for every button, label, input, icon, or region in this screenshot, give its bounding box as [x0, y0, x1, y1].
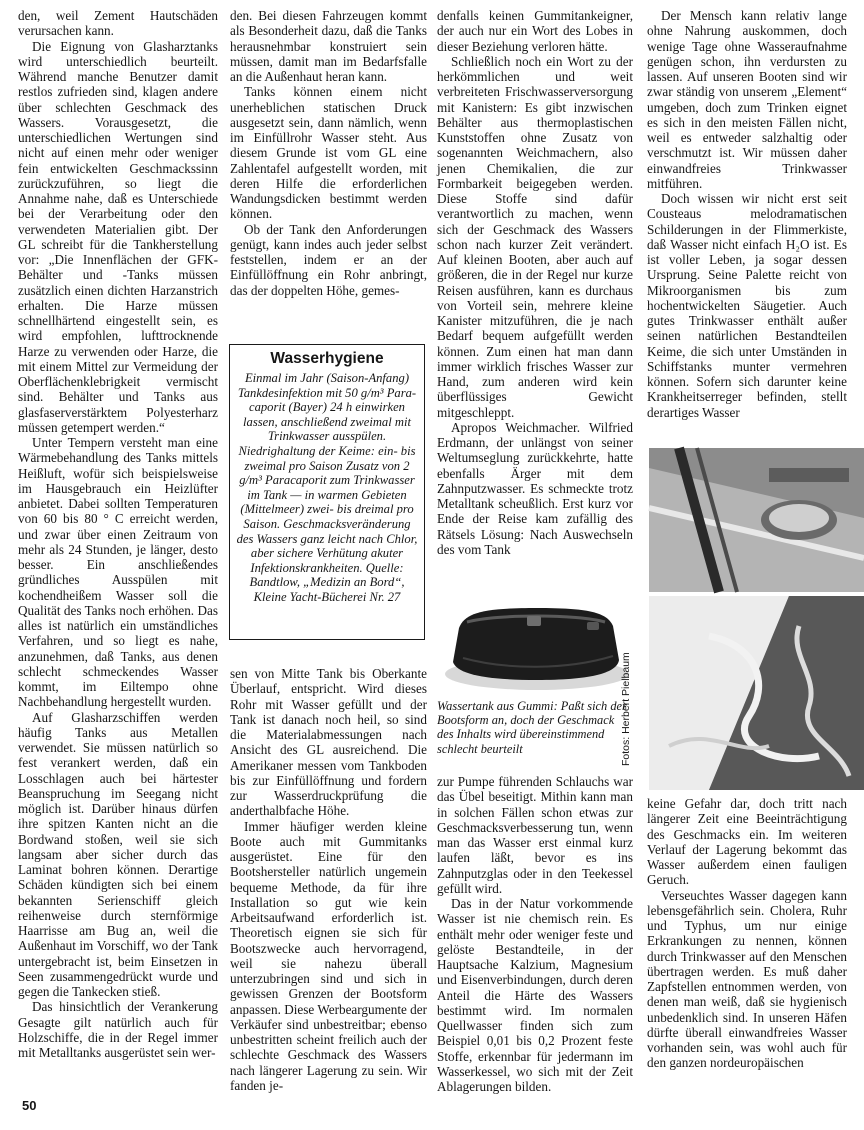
- photo-credit-text: Fotos: Herbert Pielbaum: [620, 652, 632, 766]
- sidebar-text: Einmal im Jahr (Saison-Anfang) Tankdesinfektion mit 50 g/m³ Para-caporit (Bayer) 24 h einwirken lassen, anschließend zweimal mit Trinkwasser ausspülen. Niedrighaltung der Keime: ein- bis zweimal pro Saison Zusatz von 2 g/m³ Paracaporit zum Trinkwasser im Tank — in warmen Gebieten (Mittelmeer) zwei- bis dreimal pro Saison. Geschmacksveränderung des Wassers ganz leicht nach Chlor, aber sichere Verhütung akuter Infektionskrankheiten. Quelle: Bandtlow, „Medizin an Bord“, Kleine Yacht-Bücherei Nr. 27: [236, 371, 418, 604]
- paragraph: Doch wissen wir nicht erst seit Cousteaus melodramatischen Schilderungen in der Flimmerkiste, daß Wasser nicht einfach H₂O ist. Es ist voller Leben, ja sogar dessen Ursprung. Seine Palette reicht von Mikroorganismen bis zum hochentwickelten Säugetier. Auch gutes Trinkwasser enthält außer seinen natürlichen Bestandteilen Keime, die sich unter Umständen in Schiffstanks munter vermehren können. Sofern sich darunter keine Krankheitserreger befinden, stellt derartiges Wasser: [647, 191, 847, 420]
- column-3-top: [437, 8, 633, 560]
- column-1: [18, 8, 218, 1088]
- page-number: 50: [22, 1098, 37, 1113]
- paragraph: den. Bei diesen Fahrzeugen kommt als Besonderheit dazu, daß die Tanks herausnehmbar konstruiert sein müssen, damit man im Bedarfsfalle an die Außenhaut heran kann.: [230, 8, 427, 84]
- paragraph: sen von Mitte Tank bis Oberkante Überlauf, entspricht. Wird dieses Rohr mit Wasser gefüllt und der Tank ist danach noch heil, so sind die Materialabmessungen nach Ansicht des GL ausreichend. Die Amerikaner messen vom Tankboden bis zur Einfüllöffnung und fordern zur Wasserdruckprüfung die anderthalbfache Höhe.: [230, 666, 427, 819]
- photo-hose-on-deck: [649, 596, 864, 790]
- paragraph: keine Gefahr dar, doch tritt nach längerer Zeit eine Beeinträchtigung des Geschmacks ein. Im weiteren Verlauf der Lagerung bekommt das Wasser außerdem einen fauligen Geruch.: [647, 796, 847, 888]
- paragraph: Auf Glasharzschiffen werden häufig Tanks aus Metallen verwendet. Sie müssen natürlich so fest verankert werden, daß ein Losschlagen auch bei härtester Beanspruchung im Seegang nicht möglich ist. Darüber hinaus dürfen ihre spitzen Kanten nicht an die Bordwand stoßen, weil sie sich langsam aber sicher durch das Laminat bohren können. Derartige Schäden kündigten sich bei einem bekannten Serienschiff gleich reihenweise durch sternförmige Haarrisse am Bug an, weil die Außenhaut im Vorschiff, wo der Tank untergebracht ist, beim Einsetzen in Seen zusammengedrückt wurde und gegen die Tankecken stieß.: [18, 709, 218, 999]
- column-2-top: [230, 8, 427, 328]
- paragraph: den, weil Zement Hautschäden verursachen kann.: [18, 8, 218, 39]
- paragraph: Der Mensch kann relativ lange ohne Nahrung auskommen, doch wenige Tage ohne Wasseraufnahme genügen schon, ihn verdursten zu lassen. Auf unseren Booten sind wir zwar ständig von unserem „Element“ umgeben, doch zum Trinken eignet es sich in den meisten Fällen nicht, weil es entweder salzhaltig oder verschmutzt ist. Wir müssen daher einwandfreies Trinkwasser mitführen.: [647, 8, 847, 191]
- paragraph: Das in der Natur vorkommende Wasser ist nie chemisch rein. Es enthält mehr oder weniger feste und gelöste Bestandteile, in der Hauptsache Kalzium, Magnesium und Eisenverbindungen, durch deren Anteil die Härte des Wassers bestimmt wird. Im normalen Quellwasser finden sich zum Beispiel 0,01 bis 0,2 Prozent feste Stoffe, erkennbar für jedermann im Wasserkessel, wo sich mit der Zeit Ablagerungen bilden.: [437, 896, 633, 1094]
- paragraph: denfalls keinen Gummitankeigner, der auch nur ein Wort des Lobes in dieser Beziehung verloren hätte.: [437, 8, 633, 54]
- paragraph: Immer häufiger werden kleine Boote auch mit Gummitanks ausgerüstet. Eine für den Bootshersteller natürlich ungemein bequeme Methode, da für ihre Installation so gut wie kein Arbeitsaufwand erforderlich ist. Theoretisch eignen sie sich für Bootszwecke auch hervorragend, weil sie nahezu überall unterzubringen sind und sich in gewissen Grenzen der Bootsform anpassen. Diese Werbeargumente der Verkäufer sind unbestreitbar; ebenso unbestritten scheint freilich auch der schlechte Geschmack des Wassers nach längerer Lagerung zu sein. Wir fanden je-: [230, 818, 427, 1093]
- paragraph: Apropos Weichmacher. Wilfried Erdmann, der unlängst von seiner Weltumseglung zurückkehrte, hatte ebenfalls Ärger mit dem Zahnputzwasser. Es schmeckte trotz Metalltank scheußlich. Erst kurz vor Ende der Reise kam zufällig des Rätsels Lösung: Nach Auswechseln des vom Tank: [437, 419, 633, 557]
- photo-caption: Wassertank aus Gummi: Paßt sich der Bootsform an, doch der Geschmack des Inhalts wird übereinstimmend schlecht beurteilt: [437, 699, 627, 756]
- sidebar-box-wasserhygiene: [229, 344, 425, 640]
- paragraph: Die Eignung von Glasharztanks wird unterschiedlich beurteilt. Während manche Benutzer damit restlos zufrieden sind, klagen andere über schlechten Geschmack des Wassers. Vorausgesetzt, die unterschiedlichen Wertungen sind nicht auf einen mehr oder weniger fein entwickelten Geschmackssinn zurückzuführen, so liegt die Annahme nahe, daß es Unterschiede bei der Verarbeitung oder den verwendeten Materialien gibt. Der GL schreibt für die Tankherstellung vor: „Die Innenflächen der GFK-Behälter und -Tanks müssen zusätzlich einen dichten Harzanstrich erhalten. Die Harze müssen schnellhärtend eingestellt sein, es wird empfohlen, lufttrocknende Harze zu verwenden oder Harze, die mit einem Mittel zur Vermeidung der Oberflächenklebrigkeit vermischt sind. Behälter und Tanks aus glasfaserverstärktem Polyesterharz müssen getempert werden.“: [18, 38, 218, 435]
- column-2-bottom: [230, 666, 427, 1093]
- paragraph: Das hinsichtlich der Verankerung Gesagte gilt natürlich auch für Holzschiffe, die in der Regel immer mit Metalltanks ausgerüstet sein wer-: [18, 999, 218, 1060]
- paragraph: Ob der Tank den Anforderungen genügt, kann indes auch jeder selbst feststellen, indem er an der Einfüllöffnung ein Rohr anbringt, das der doppelten Höhe, gemes-: [230, 221, 427, 298]
- paragraph: Verseuchtes Wasser dagegen kann lebensgefährlich sein. Cholera, Ruhr und Typhus, um nur einige Erkrankungen zu nennen, können durch Trinkwasser auf den Menschen übertragen werden. Es muß daher Zapfstellen entnommen werden, von denen man weiß, daß sie hygienisch unbedenklich sind. In unseren Häfen dürfte überall einwandfreies Wasser vorhanden sein, was wohl auch für den ganzen nordeuropäischen: [647, 887, 847, 1071]
- photo-tank-fitting: [649, 448, 864, 592]
- sidebar-title: Wasserhygiene: [270, 350, 384, 367]
- column-3-bottom: [437, 774, 633, 1094]
- paragraph: Unter Tempern versteht man eine Wärmebehandlung des Tanks mittels Heißluft, wofür sich beispielsweise im Hausgebrauch ein Heizlüfter anbietet. Dabei sollten Temperaturen von 60 bis 80 ° C erreicht werden, und zwar über einen Zeitraum von mehr als 24 Stunden, je länger, desto besser. Ein anschließendes gründliches Ausspülen mit kochendheißem Wasser soll die Qualität des Tanks noch erhöhen. Das alles ist natürlich ein umständliches Verfahren, und so liegt es nahe, anzunehmen, daß Tanks, aus denen schlecht schmeckendes Wasser kommt, im Eiltempo ohne Nachbehandlung hergestellt wurden.: [18, 435, 218, 710]
- paragraph: zur Pumpe führenden Schlauchs war das Übel beseitigt. Mithin kann man in solchen Fällen schon etwas zur Geschmacksverbesserung tun, wenn man das Wasser erst einmal kurz laufen läßt, bevor es ins Zahnputzglas oder in den Teekessel gefüllt wird.: [437, 774, 633, 896]
- paragraph: Schließlich noch ein Wort zu der herkömmlichen und weit verbreiteten Frischwasserversorgung mit Kanistern: Es gibt inzwischen Behälter aus thermoplastischen Kunststoffen ohne Zusatz von sogenannten Weichmachern, also jenen Chemikalien, die zur Formbarkeit beigegeben werden. Diese Stoffe sind dafür verantwortlich zu machen, wenn sich der Geschmack des Wassers schon nach kurzer Zeit verändert. Auf kleinen Booten, aber auch auf größeren, die in der Regel nur kurze Reisen ausführen, kann es durchaus von Vorteil sein, mehrere kleine Kanister mitzuführen, die je nach Bedarf bequem aufgefüllt werden können. Zum einen hat man dann immer wirklich frisches Wasser zur Hand, zum anderen wird kein überflüssiges Gewicht mitgeschleppt.: [437, 53, 633, 420]
- photo-rubber-water-tank: [437, 566, 633, 696]
- column-4-bottom: [647, 796, 847, 1086]
- column-4-top: [647, 8, 847, 432]
- paragraph: Tanks können einem nicht unerheblichen statischen Druck ausgesetzt sein, dann nämlich, wenn im Einfüllrohr Wasser steht. Aus diesem Grunde ist vom GL eine Zahlentafel aufgestellt worden, mit deren Hilfe die erforderlichen Wandungsdicken bestimmt werden können.: [230, 84, 427, 222]
